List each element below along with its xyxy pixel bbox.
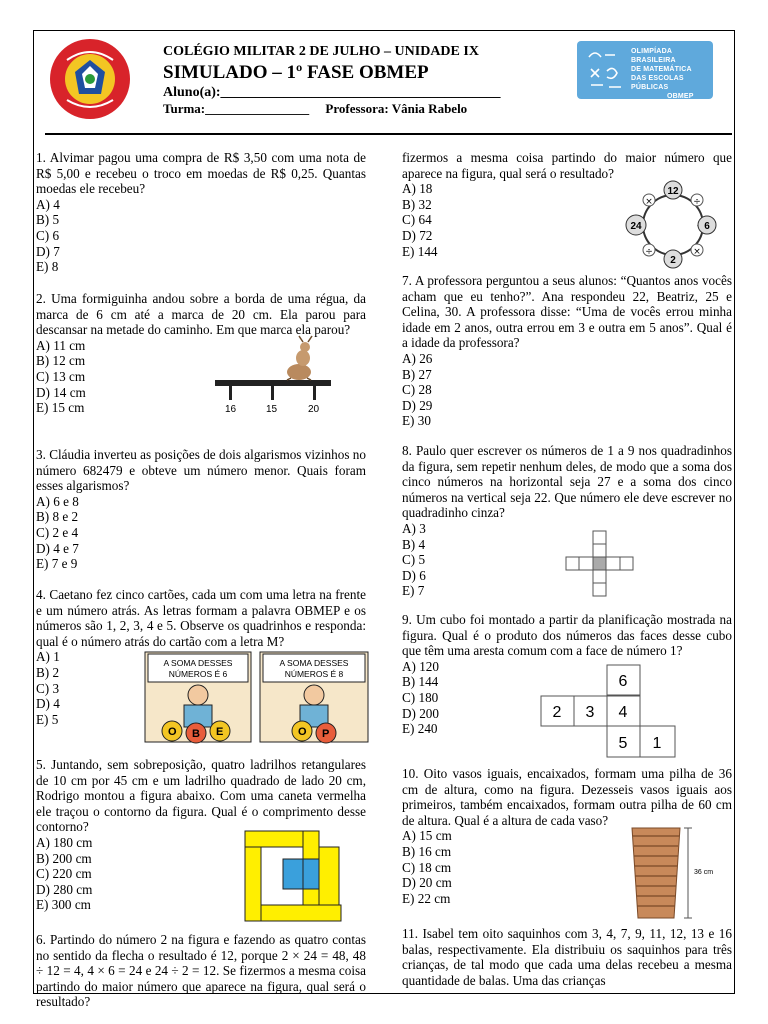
option[interactable]: C) 6 xyxy=(36,227,60,243)
option[interactable]: B) 144 xyxy=(402,674,439,690)
option[interactable]: A) 6 e 8 xyxy=(36,493,79,509)
option[interactable]: B) 16 cm xyxy=(402,843,452,859)
class-line[interactable]: Turma:________________ xyxy=(163,101,310,116)
option[interactable]: B) 4 xyxy=(402,536,426,552)
option[interactable]: E) 5 xyxy=(36,711,59,727)
stacked-pots-figure xyxy=(622,826,732,922)
question-text: 6. Partindo do número 2 na figura e fazendo as quatro contas no sentido da flecha o resultado é 12, porque 2 × 24 = 48, 48 ÷ 12 = 4, 4 × 6 = 24 e 24 ÷ 2 = 12. Se fizermos a mesma coisa partindo do maior número que aparece na figura, qual será o resultado? xyxy=(36,932,366,1010)
option[interactable]: A) 180 cm xyxy=(36,834,93,850)
net-face: 1 xyxy=(652,735,662,752)
cross-grid-figure xyxy=(565,530,649,598)
circle-number: 24 xyxy=(630,221,642,232)
circle-number: 6 xyxy=(704,221,710,232)
class-teacher-line xyxy=(163,101,467,117)
option[interactable]: C) 18 cm xyxy=(402,859,452,875)
option[interactable]: A) 26 xyxy=(402,350,433,366)
school-logo xyxy=(49,38,131,120)
option[interactable]: B) 5 xyxy=(36,212,60,228)
question-6 xyxy=(36,932,366,1010)
tiles-figure xyxy=(243,829,343,921)
ruler-label: 16 xyxy=(225,404,237,415)
question-text: 10. Oito vasos iguais, encaixados, formam uma pilha de 36 cm de altura, como na figura. Dezesseis vasos iguais aos primeiros, também encaixados, formam outra pilha de 60 cm de altura. Qual é a altura de cada vaso? xyxy=(402,766,732,828)
operator: × xyxy=(693,247,701,257)
option[interactable]: A) 120 xyxy=(402,658,439,674)
height-label: 36 cm xyxy=(694,869,714,876)
logo-line-1: OLIMPÍADA BRASILEIRA xyxy=(631,48,676,64)
option[interactable]: C) 220 cm xyxy=(36,866,92,882)
question-text: 3. Cláudia inverteu as posições de dois algarismos vizinhos no número 682479 e obteve um número menor. Quais foram esses algarismos? xyxy=(36,447,366,494)
ruler-label: 20 xyxy=(308,404,320,415)
net-face: 3 xyxy=(585,704,595,721)
ruler-label: 15 xyxy=(266,404,278,415)
question-text: 9. Um cubo foi montado a partir da planificação mostrada na figura. Qual é o produto dos números das faces desse cubo que têm uma aresta comum com a face de número 1? xyxy=(402,612,732,659)
logo-line-2: DE MATEMÁTICA xyxy=(631,66,692,73)
svg-text:P: P xyxy=(322,728,330,740)
option[interactable]: A) 15 cm xyxy=(402,828,452,844)
option[interactable]: C) 2 e 4 xyxy=(36,524,79,540)
question-text: 11. Isabel tem oito saquinhos com 3, 4, 7, 9, 11, 12, 13 e 16 balas, respectivamente. Ela distribuiu os saquinhos para três crianças, de tal modo que cada uma delas recebeu a mesma quantidade de balas. Uma das crianças xyxy=(402,926,732,988)
logo-line-3: DAS ESCOLAS PÚBLICAS xyxy=(631,75,684,91)
operator: × xyxy=(645,197,653,207)
option[interactable]: D) 7 xyxy=(36,243,60,259)
option[interactable]: C) 180 xyxy=(402,689,439,705)
option[interactable]: E) 7 e 9 xyxy=(36,556,78,572)
question-7 xyxy=(402,273,732,429)
option[interactable]: C) 64 xyxy=(402,212,432,228)
option[interactable]: C) 5 xyxy=(402,552,426,568)
svg-text:B: B xyxy=(192,728,200,740)
question-text: 1. Alvimar pagou uma compra de R$ 3,50 com uma nota de R$ 5,00 e recebeu o troco em moedas de R$ 0,25. Quantas moedas ele recebeu? xyxy=(36,150,366,197)
option[interactable]: B) 27 xyxy=(402,366,432,382)
net-face: 4 xyxy=(618,704,628,721)
option[interactable]: E) 7 xyxy=(402,583,425,599)
operator: ÷ xyxy=(645,247,653,257)
option[interactable]: D) 72 xyxy=(402,227,433,243)
gray-square xyxy=(593,557,606,570)
option[interactable]: A) 11 cm xyxy=(36,337,86,353)
question-1 xyxy=(36,150,366,275)
option[interactable]: C) 28 xyxy=(402,382,432,398)
school-name: COLÉGIO MILITAR 2 DE JULHO – UNIDADE IX xyxy=(163,44,479,59)
option[interactable]: E) 15 cm xyxy=(36,400,85,416)
circle-number: 2 xyxy=(670,255,676,266)
option[interactable]: D) 20 cm xyxy=(402,875,452,891)
option[interactable]: B) 2 xyxy=(36,664,60,680)
svg-text:E: E xyxy=(216,726,224,738)
ant-icon xyxy=(287,336,312,380)
option[interactable]: C) 13 cm xyxy=(36,368,86,384)
net-face: 2 xyxy=(552,704,562,721)
option[interactable]: E) 22 cm xyxy=(402,890,451,906)
operator: ÷ xyxy=(693,197,701,207)
net-face: 6 xyxy=(618,673,628,690)
exam-title: SIMULADO – 1º FASE OBMEP xyxy=(163,62,429,83)
option[interactable]: B) 12 cm xyxy=(36,353,86,369)
option[interactable]: A) 18 xyxy=(402,181,433,197)
question-text: 5. Juntando, sem sobreposição, quatro ladrilhos retangulares de 10 cm por 45 cm e um ladrilho quadrado de lado 20 cm, Rodrigo montou a figura abaixo. Com uma caneta vermelha ele traçou o contorno da figura. Qual é o comprimento desse contorno? xyxy=(36,757,366,835)
option[interactable]: D) 200 xyxy=(402,705,439,721)
question-text: 4. Caetano fez cinco cartões, cada um com uma letra na frente e um número atrás. As letras formam a palavra OBMEP e os números são 1, 2, 3, 4 e 5. Observe os quadrinhos e responda: qual é o número atrás do cartão com a letra M? xyxy=(36,587,366,649)
option[interactable]: B) 32 xyxy=(402,196,432,212)
option[interactable]: D) 14 cm xyxy=(36,384,86,400)
question-text-continued: fizermos a mesma coisa partindo do maior número que aparece na figura, qual será o resultado? xyxy=(402,150,732,181)
option[interactable]: A) 1 xyxy=(36,649,60,665)
cube-net-figure xyxy=(540,664,678,758)
logo-line-4: OBMEP xyxy=(667,93,694,100)
option[interactable]: D) 4 e 7 xyxy=(36,540,79,556)
option[interactable]: E) 8 xyxy=(36,259,59,275)
option[interactable]: D) 29 xyxy=(402,397,433,413)
comic-figure xyxy=(144,651,370,743)
obmep-logo xyxy=(577,41,713,99)
operation-circle-figure xyxy=(623,180,718,268)
question-text: 7. A professora perguntou a seus alunos: “Quantos anos vocês acham que eu tenho?”. Ana respondeu 22, Beatriz, 25 e Celina, 30. A professora disse: “Uma de vocês errou minha idade em 2 anos, outra errou em 3 e outra em 5 anos”. Qual é a idade da professora? xyxy=(402,273,732,351)
net-face: 5 xyxy=(618,735,628,752)
option[interactable]: E) 30 xyxy=(402,413,431,429)
option[interactable]: E) 300 cm xyxy=(36,897,91,913)
option[interactable]: D) 6 xyxy=(402,567,426,583)
option[interactable]: B) 8 e 2 xyxy=(36,509,79,525)
header-divider xyxy=(45,133,732,135)
speech-bubble-1: A SOMA DESSES NÚMEROS É 6 xyxy=(163,658,233,679)
svg-text:O: O xyxy=(298,726,307,738)
option[interactable]: E) 240 xyxy=(402,721,438,737)
option[interactable]: E) 144 xyxy=(402,243,438,259)
option[interactable]: D) 4 xyxy=(36,696,60,712)
student-line[interactable]: Aluno(a):________________________________________ xyxy=(163,85,501,100)
math-sketch-icon xyxy=(585,47,625,93)
option[interactable]: C) 3 xyxy=(36,680,60,696)
svg-text:O: O xyxy=(168,726,177,738)
option[interactable]: D) 280 cm xyxy=(36,881,93,897)
option[interactable]: B) 200 cm xyxy=(36,850,92,866)
question-3 xyxy=(36,447,366,572)
question-text: 8. Paulo quer escrever os números de 1 a 9 nos quadradinhos da figura, sem repetir nenhum deles, de modo que a soma dos cinco números na horizontal seja 27 e a soma dos cinco números na vertical seja 22. Que número ele deve escrever no quadradinho cinza? xyxy=(402,443,732,521)
teacher-name: Professora: Vânia Rabelo xyxy=(325,101,468,116)
question-text: 2. Uma formiguinha andou sobre a borda de uma régua, da marca de 6 cm até a marca de 20 cm. Ela parou para descansar na metade do caminho. Em que marca ela parou? xyxy=(36,291,366,338)
option[interactable]: A) 3 xyxy=(402,520,426,536)
circle-number: 12 xyxy=(667,186,679,197)
ruler-ant-figure xyxy=(213,338,333,418)
question-11 xyxy=(402,926,732,988)
option[interactable]: A) 4 xyxy=(36,196,60,212)
speech-bubble-2: A SOMA DESSES NÚMEROS É 8 xyxy=(279,658,349,679)
